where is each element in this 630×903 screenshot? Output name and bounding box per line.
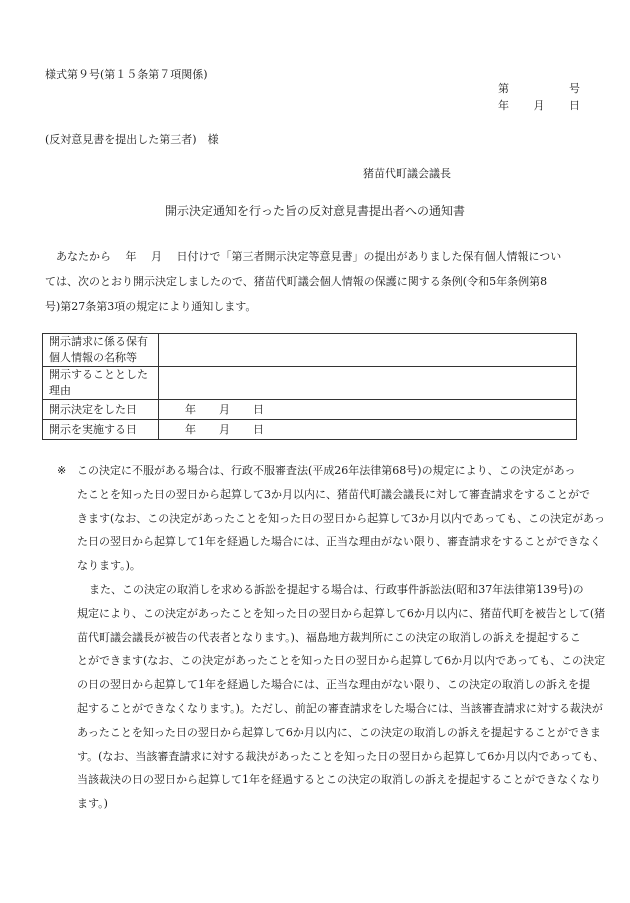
note-line	[57, 459, 587, 483]
note-line: なります。)。	[77, 559, 141, 573]
note-mark: ※	[57, 464, 67, 477]
note-line: 起することができなくなります。)。ただし、前記の審査請求をした場合には、当該審査請求に対する裁決が	[77, 701, 603, 715]
row-label-decision-date: 開示決定をした日	[43, 400, 159, 420]
date-month: 月	[533, 99, 545, 112]
row-label-disclosure-date: 開示を実施する日	[43, 420, 159, 440]
date-day: 日	[253, 402, 264, 416]
table-row	[43, 400, 577, 420]
table-row	[43, 420, 577, 440]
note-line: 当該裁決の日の翌日から起算して1年を経過するとこの決定の取消しの訴えを提起することができなくなり	[77, 773, 601, 787]
date-year: 年	[185, 422, 196, 436]
date-month: 月	[219, 422, 230, 436]
note-line: とができます(なお、この決定があったことを知った日の翌日から起算して6か月以内であっても、この決定	[77, 654, 606, 668]
label-line: 開示請求に係る保有	[49, 335, 148, 348]
table-row	[43, 367, 577, 400]
note-line: きます(なお、この決定があったことを知った日の翌日から起算して3か月以内であっても、この決定があっ	[77, 511, 605, 525]
date-year: 年	[498, 99, 509, 112]
note-line: あったことを知った日の翌日から起算して6か月以内に、この決定の取消しの訴えを提起することができま	[77, 725, 601, 739]
info-table	[42, 333, 577, 440]
note-line: ます。)	[77, 797, 108, 811]
form-number: 様式第９号(第１５条第７項関係)	[45, 68, 208, 81]
note-line: す。(なお、当該審査請求に対する裁決があったことを知った日の翌日から起算して6か月以内であっても、	[77, 749, 605, 763]
row-value-info-name	[159, 334, 577, 367]
document-date	[498, 97, 580, 113]
doc-number-suffix: 号	[569, 82, 580, 95]
label-line: 理由	[49, 384, 71, 397]
table-row	[43, 334, 577, 367]
note-line: 規定により、この決定があったことを知った日の翌日から起算して6か月以内に、猪苗代町を被告として(猪	[77, 606, 606, 620]
notes-section	[57, 459, 606, 816]
note-line: た日の翌日から起算して1年を経過した場合には、正当な理由がない限り、審査請求をすることができなく	[77, 535, 601, 549]
row-label-info-name	[43, 334, 159, 367]
row-value-decision-date	[159, 400, 577, 420]
note-text: この決定に不服がある場合は、行政不服審査法(平成26年法律第68号)の規定により、この決定があっ	[77, 464, 576, 477]
date-year: 年	[185, 402, 196, 416]
body-line: あなたから 年 月 日付けで「第三者開示決定等意見書」の提出がありました保有個人情報につい	[45, 250, 562, 263]
row-label-reason	[43, 367, 159, 400]
note-line: また、この決定の取消しを求める訴訟を提起する場合は、行政事件訴訟法(昭和37年法律第139号)の	[89, 582, 584, 596]
label-line: 開示することとした	[49, 368, 148, 381]
date-month: 月	[219, 402, 230, 416]
date-day: 日	[569, 99, 580, 112]
recipient: (反対意見書を提出した第三者) 様	[45, 133, 219, 146]
row-value-reason	[159, 367, 577, 400]
note-line: 苗代町議会議長が被告の代表者となります。)、福島地方裁判所にこの決定の取消しの訴えを提起するこ	[77, 630, 581, 644]
document-title: 開示決定通知を行った旨の反対意見書提出者への通知書	[164, 204, 465, 218]
date-day: 日	[253, 422, 264, 436]
body-line: 号)第27条第3項の規定により通知します。	[45, 300, 257, 313]
sender: 猪苗代町議会議長	[363, 167, 451, 180]
body-paragraph	[45, 244, 585, 319]
note-line: の日の翌日から起算して1年を経過した場合には、正当な理由がない限り、この決定の取消しの訴えを提	[77, 678, 590, 692]
row-value-disclosure-date	[159, 420, 577, 440]
label-line: 個人情報の名称等	[49, 351, 137, 364]
body-line: ては、次のとおり開示決定しましたので、猪苗代町議会個人情報の保護に関する条例(令和5年条例第8	[45, 275, 548, 288]
note-line: たことを知った日の翌日から起算して3か月以内に、猪苗代町議会議長に対して審査請求をすることがで	[77, 487, 590, 501]
document-number	[498, 80, 580, 96]
doc-number-label: 第	[498, 82, 509, 95]
